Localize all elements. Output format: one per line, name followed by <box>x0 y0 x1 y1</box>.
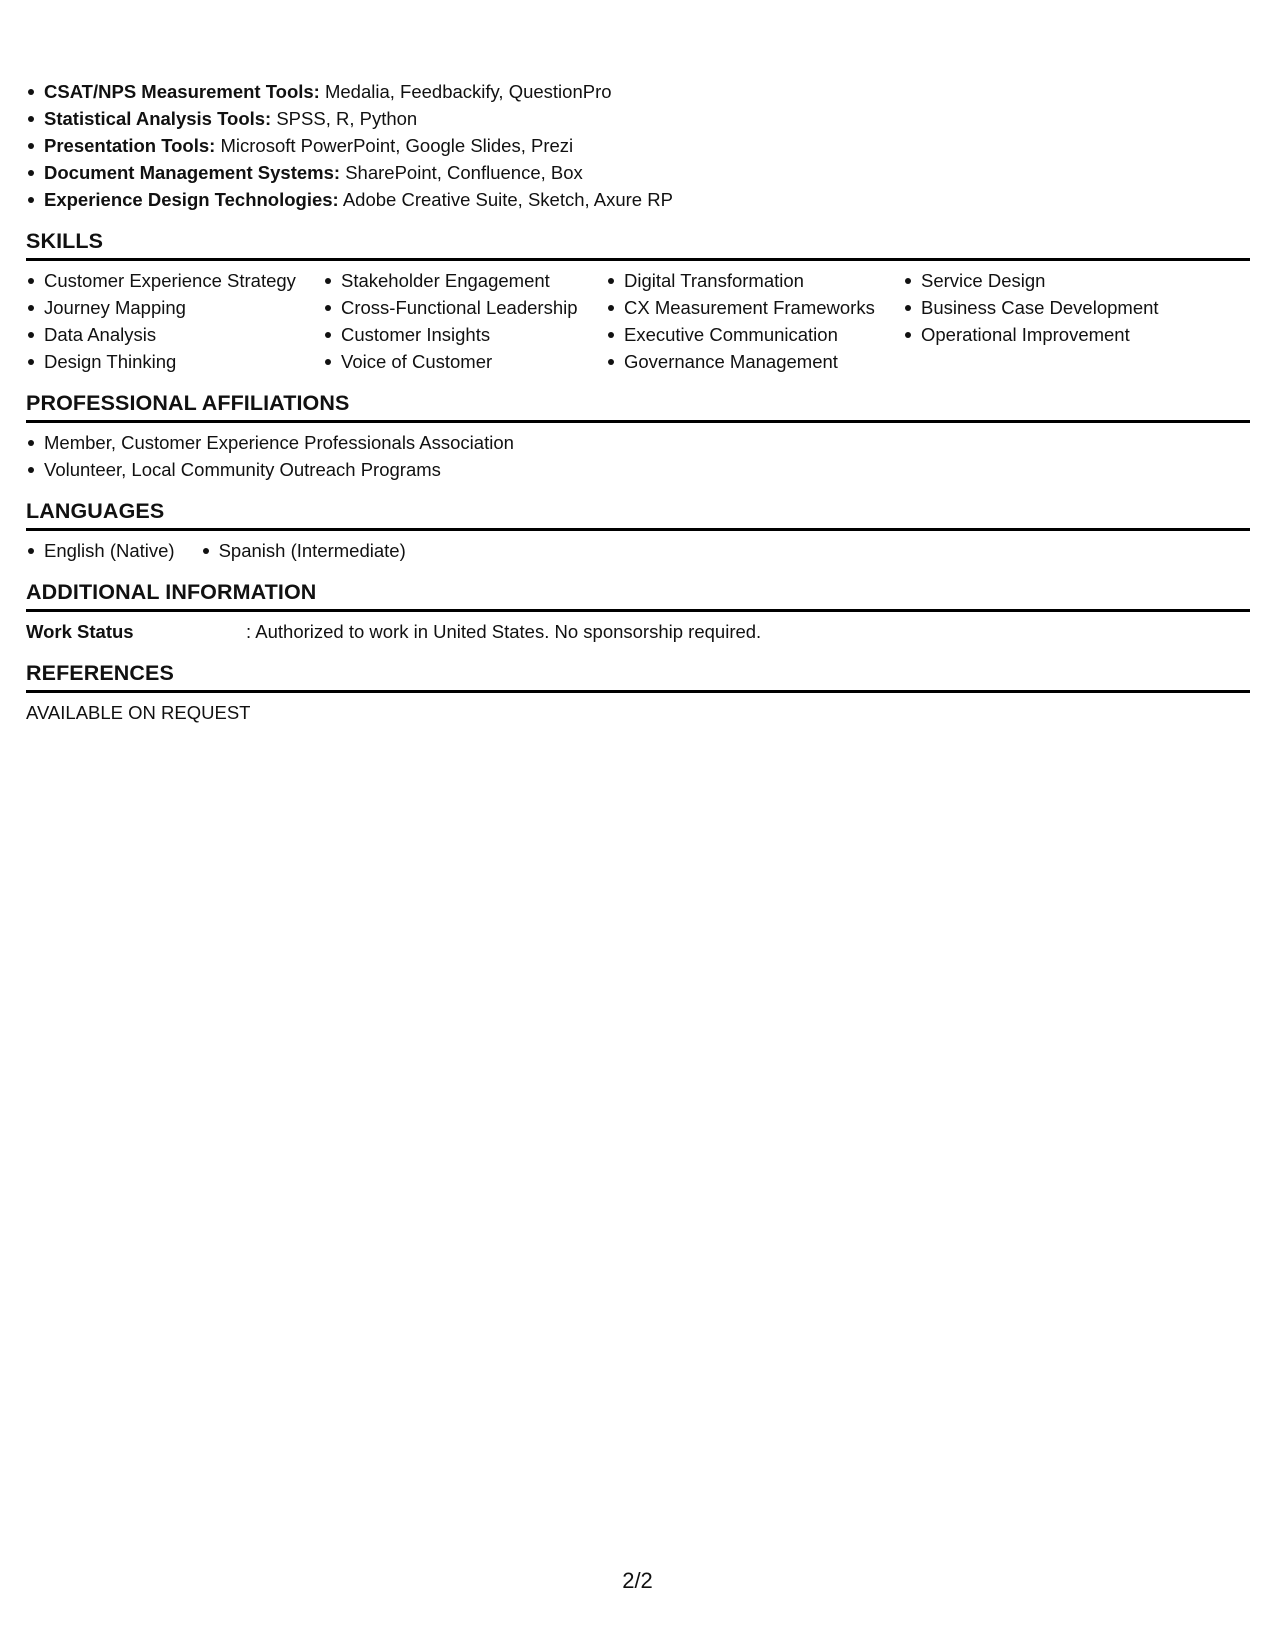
work-status-row <box>26 618 1250 645</box>
skill-item: Customer Insights <box>323 321 606 348</box>
skill-item: Stakeholder Engagement <box>323 267 606 294</box>
skill-item: Digital Transformation <box>606 267 903 294</box>
skills-column <box>26 267 323 375</box>
skill-item: Executive Communication <box>606 321 903 348</box>
tool-item <box>26 186 1250 213</box>
skill-item: Governance Management <box>606 348 903 375</box>
skills-column <box>606 267 903 375</box>
additional-heading: ADDITIONAL INFORMATION <box>26 578 1250 612</box>
languages-list <box>26 537 1250 564</box>
additional-section <box>26 578 1250 645</box>
page-number: 2/2 <box>622 1568 653 1593</box>
languages-section <box>26 497 1250 564</box>
skill-item: Cross-Functional Leadership <box>323 294 606 321</box>
skill-item: Data Analysis <box>26 321 323 348</box>
tool-item <box>26 159 1250 186</box>
additional-body <box>26 612 1250 645</box>
tools-list <box>26 78 1250 213</box>
skill-item: Design Thinking <box>26 348 323 375</box>
tool-item <box>26 132 1250 159</box>
language-item: Spanish (Intermediate) <box>201 537 406 564</box>
affiliations-section <box>26 389 1250 483</box>
skill-item: Voice of Customer <box>323 348 606 375</box>
affiliation-item: Volunteer, Local Community Outreach Programs <box>26 456 1250 483</box>
tool-value: SharePoint, Confluence, Box <box>340 162 583 183</box>
affiliations-heading: PROFESSIONAL AFFILIATIONS <box>26 389 1250 423</box>
work-status-label: Work Status <box>26 621 134 642</box>
tool-item <box>26 105 1250 132</box>
skills-column <box>323 267 606 375</box>
tool-label: Experience Design Technologies: <box>44 189 339 210</box>
resume-page <box>26 78 1250 726</box>
references-heading: REFERENCES <box>26 659 1250 693</box>
tool-value: Adobe Creative Suite, Sketch, Axure RP <box>338 189 673 210</box>
skill-item: Operational Improvement <box>903 321 1203 348</box>
skills-section <box>26 227 1250 375</box>
languages-body <box>26 531 1250 564</box>
skill-item: Customer Experience Strategy <box>26 267 323 294</box>
tool-value: SPSS, R, Python <box>271 108 418 129</box>
tool-label: Statistical Analysis Tools: <box>44 108 272 129</box>
affiliations-list <box>26 429 1250 483</box>
skills-grid <box>26 261 1250 375</box>
tool-value: Medalia, Feedbackify, QuestionPro <box>319 81 612 102</box>
references-body <box>26 693 1250 726</box>
language-item: English (Native) <box>26 537 175 564</box>
tool-value: Microsoft PowerPoint, Google Slides, Prezi <box>215 135 574 156</box>
skill-item: Service Design <box>903 267 1203 294</box>
skill-item: Journey Mapping <box>26 294 323 321</box>
tool-item <box>26 78 1250 105</box>
skills-column <box>903 267 1203 375</box>
affiliation-item: Member, Customer Experience Professionals Association <box>26 429 1250 456</box>
work-status-value: : Authorized to work in United States. No sponsorship required. <box>246 621 762 642</box>
skill-item: Business Case Development <box>903 294 1203 321</box>
references-text: AVAILABLE ON REQUEST <box>26 702 251 723</box>
skills-heading: SKILLS <box>26 227 1250 261</box>
tool-label: Presentation Tools: <box>44 135 216 156</box>
references-section <box>26 659 1250 726</box>
skill-item: CX Measurement Frameworks <box>606 294 903 321</box>
affiliations-body <box>26 423 1250 483</box>
tool-label: Document Management Systems: <box>44 162 341 183</box>
tool-label: CSAT/NPS Measurement Tools: <box>44 81 320 102</box>
languages-heading: LANGUAGES <box>26 497 1250 531</box>
